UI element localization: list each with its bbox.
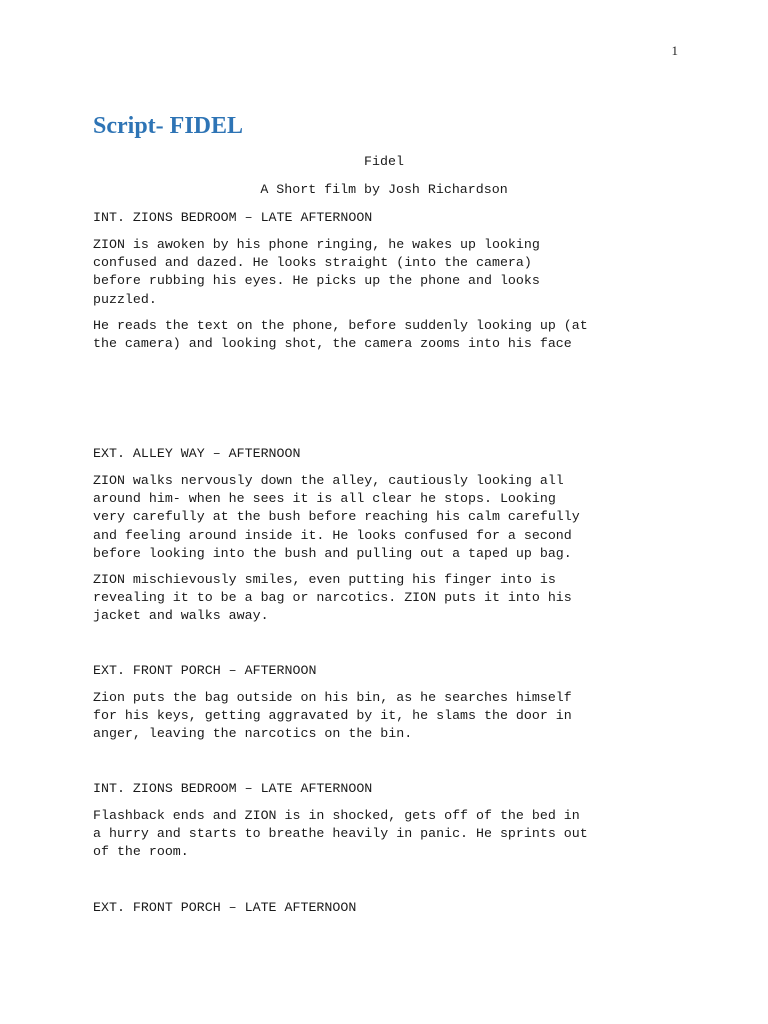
action-line: ZION mischievously smiles, even putting his finger into is <box>93 572 556 587</box>
action-line: revealing it to be a bag or narcotics. ZION puts it into his <box>93 590 572 606</box>
action-line: the camera) and looking shot, the camera zooms into his face <box>93 336 572 352</box>
action-line: Flashback ends and ZION is in shocked, gets off of the bed in <box>93 808 580 823</box>
action-line: ZION is awoken by his phone ringing, he wakes up looking <box>93 237 540 252</box>
action-line: for his keys, getting aggravated by it, he slams the door in <box>93 708 572 724</box>
action-line: and feeling around inside it. He looks confused for a second <box>93 527 572 543</box>
action-line: puzzled. <box>93 291 157 307</box>
action-line: of the room. <box>93 844 189 860</box>
scene-heading: EXT. ALLEY WAY – AFTERNOON <box>93 446 301 461</box>
film-title: Fidel <box>364 154 404 169</box>
scene-heading: EXT. FRONT PORCH – LATE AFTERNOON <box>93 900 357 915</box>
document-title: Script- FIDEL <box>93 113 243 139</box>
action-paragraph <box>93 472 683 563</box>
action-paragraph <box>93 807 683 862</box>
scene-heading: EXT. FRONT PORCH – AFTERNOON <box>93 663 317 678</box>
scene-heading: INT. ZIONS BEDROOM – LATE AFTERNOON <box>93 210 373 225</box>
action-line: a hurry and starts to breathe heavily in panic. He sprints out <box>93 826 588 842</box>
film-byline: A Short film by Josh Richardson <box>260 182 508 197</box>
action-line: ZION walks nervously down the alley, cautiously looking all <box>93 473 564 488</box>
action-line: before rubbing his eyes. He picks up the phone and looks <box>93 273 540 289</box>
action-line: confused and dazed. He looks straight (into the camera) <box>93 255 532 271</box>
action-paragraph <box>93 236 683 309</box>
page-number: 1 <box>671 43 678 58</box>
action-paragraph <box>93 571 683 626</box>
action-line: very carefully at the bush before reaching his calm carefully <box>93 509 580 525</box>
action-line: before looking into the bush and pulling out a taped up bag. <box>93 545 572 561</box>
action-line: anger, leaving the narcotics on the bin. <box>93 726 413 742</box>
action-paragraph <box>93 317 683 353</box>
scene-heading: INT. ZIONS BEDROOM – LATE AFTERNOON <box>93 781 373 796</box>
action-line: Zion puts the bag outside on his bin, as he searches himself <box>93 690 572 705</box>
action-line: jacket and walks away. <box>93 608 269 624</box>
action-line: He reads the text on the phone, before suddenly looking up (at <box>93 318 588 333</box>
action-line: around him- when he sees it is all clear he stops. Looking <box>93 491 556 507</box>
action-paragraph <box>93 689 683 744</box>
